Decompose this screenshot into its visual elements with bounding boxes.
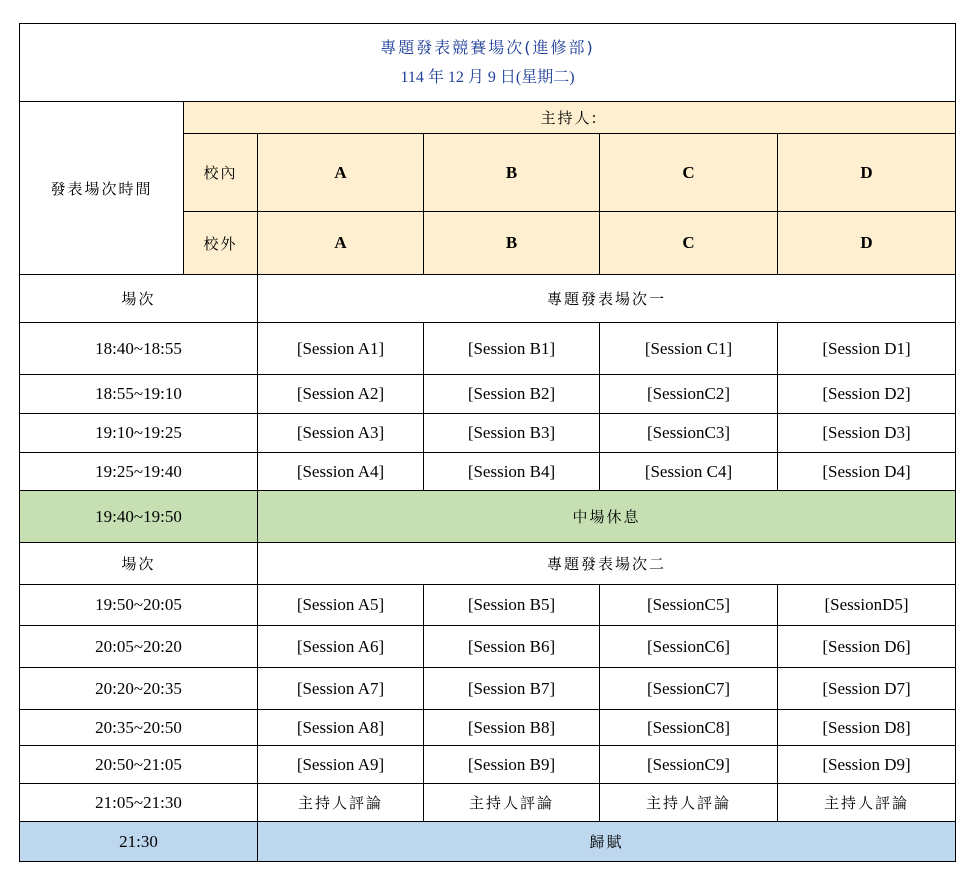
session-cell: [Session A3] — [258, 414, 424, 453]
internal-host-b: B — [424, 134, 600, 212]
session-cell: [Session D6] — [778, 626, 956, 668]
session-cell: [Session A5] — [258, 585, 424, 626]
time-cell: 20:50~21:05 — [20, 746, 258, 784]
external-label: 校外 — [184, 212, 258, 275]
session-cell: [Session A2] — [258, 375, 424, 414]
table-row — [20, 585, 956, 626]
table-row — [20, 453, 956, 491]
session-cell: [Session B2] — [424, 375, 600, 414]
title-row — [20, 24, 956, 102]
comment-cell: 主持人評論 — [778, 784, 956, 822]
host-label: 主持人: — [184, 102, 956, 134]
session-cell: [SessionD5] — [778, 585, 956, 626]
external-host-d: D — [778, 212, 956, 275]
round2-label: 場次 — [20, 543, 258, 585]
table-row — [20, 746, 956, 784]
internal-host-d: D — [778, 134, 956, 212]
session-cell: [Session A4] — [258, 453, 424, 491]
internal-host-a: A — [258, 134, 424, 212]
session-cell: [SessionC2] — [600, 375, 778, 414]
break-row — [20, 491, 956, 543]
table-row — [20, 626, 956, 668]
session-cell: [Session A1] — [258, 323, 424, 375]
session-cell: [Session B8] — [424, 710, 600, 746]
session-cell: [Session C4] — [600, 453, 778, 491]
session-cell: [Session A7] — [258, 668, 424, 710]
comments-row — [20, 784, 956, 822]
time-cell: 21:05~21:30 — [20, 784, 258, 822]
session-cell: [Session B6] — [424, 626, 600, 668]
session-cell: [Session B3] — [424, 414, 600, 453]
session-cell: [Session A9] — [258, 746, 424, 784]
schedule-title: 專題發表競賽場次(進修部) — [380, 37, 595, 57]
session-cell: [Session B5] — [424, 585, 600, 626]
time-cell: 20:20~20:35 — [20, 668, 258, 710]
session-cell: [SessionC9] — [600, 746, 778, 784]
session-cell: [Session A8] — [258, 710, 424, 746]
break-time: 19:40~19:50 — [20, 491, 258, 543]
closing-label: 歸賦 — [258, 822, 956, 862]
time-label: 發表場次時間 — [20, 102, 184, 275]
session-cell: [Session D4] — [778, 453, 956, 491]
round1-title: 專題發表場次一 — [258, 275, 956, 323]
session-cell: [Session A6] — [258, 626, 424, 668]
time-cell: 19:25~19:40 — [20, 453, 258, 491]
session-cell: [Session D7] — [778, 668, 956, 710]
table-row — [20, 323, 956, 375]
external-host-c: C — [600, 212, 778, 275]
break-label: 中場休息 — [258, 491, 956, 543]
title-cell — [20, 24, 956, 102]
session-cell: [Session B1] — [424, 323, 600, 375]
round2-title: 專題發表場次二 — [258, 543, 956, 585]
time-cell: 20:05~20:20 — [20, 626, 258, 668]
table-row — [20, 710, 956, 746]
time-cell: 19:10~19:25 — [20, 414, 258, 453]
comment-cell: 主持人評論 — [258, 784, 424, 822]
internal-host-c: C — [600, 134, 778, 212]
session-cell: [Session D1] — [778, 323, 956, 375]
host-header-row — [20, 102, 956, 134]
round1-header-row — [20, 275, 956, 323]
session-cell: [SessionC6] — [600, 626, 778, 668]
schedule-table — [19, 23, 956, 862]
session-cell: [Session B9] — [424, 746, 600, 784]
closing-row — [20, 822, 956, 862]
table-row — [20, 668, 956, 710]
table-row — [20, 414, 956, 453]
time-cell: 18:40~18:55 — [20, 323, 258, 375]
session-cell: [Session B4] — [424, 453, 600, 491]
session-cell: [SessionC5] — [600, 585, 778, 626]
session-cell: [Session D3] — [778, 414, 956, 453]
session-cell: [Session C1] — [600, 323, 778, 375]
internal-label: 校內 — [184, 134, 258, 212]
time-cell: 18:55~19:10 — [20, 375, 258, 414]
session-cell: [Session D8] — [778, 710, 956, 746]
time-cell: 19:50~20:05 — [20, 585, 258, 626]
round1-label: 場次 — [20, 275, 258, 323]
time-cell: 20:35~20:50 — [20, 710, 258, 746]
session-cell: [Session D9] — [778, 746, 956, 784]
session-cell: [Session B7] — [424, 668, 600, 710]
session-cell: [SessionC8] — [600, 710, 778, 746]
table-row — [20, 375, 956, 414]
closing-time: 21:30 — [20, 822, 258, 862]
session-cell: [SessionC3] — [600, 414, 778, 453]
external-host-b: B — [424, 212, 600, 275]
round2-header-row — [20, 543, 956, 585]
external-host-a: A — [258, 212, 424, 275]
comment-cell: 主持人評論 — [600, 784, 778, 822]
session-cell: [SessionC7] — [600, 668, 778, 710]
session-cell: [Session D2] — [778, 375, 956, 414]
comment-cell: 主持人評論 — [424, 784, 600, 822]
schedule-date: 114 年 12 月 9 日(星期二) — [400, 68, 575, 86]
